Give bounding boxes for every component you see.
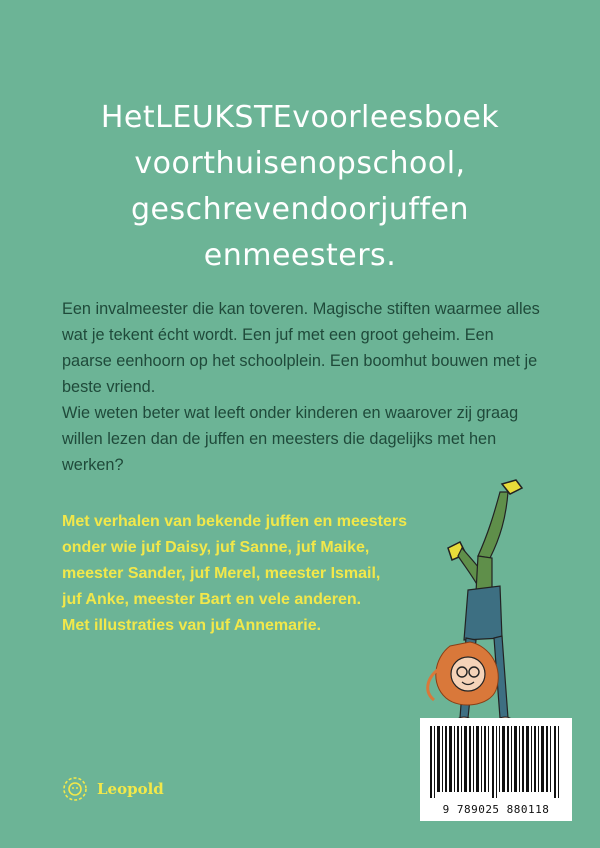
tagline-line: geschrevendoorjuffen: [130, 192, 470, 227]
authors-block: [62, 509, 462, 639]
lion-logo-icon: [62, 776, 88, 802]
barcode: [420, 718, 572, 821]
blurb-paragraph-1: Een invalmeester die kan toveren. Magische stiften waarmee alles wat je tekent écht wordt. Een juf met een groot geheim. Een paarse eenhoorn op het schoolplein. Een boomhut bouwen met je beste vriend.: [62, 300, 540, 396]
isbn-number: 9 789025 880118: [442, 803, 550, 816]
tagline-line: HetLEUKSTEvoorleesboek: [100, 100, 500, 135]
authors-line: meester Sander, juf Merel, meester Ismail,: [62, 565, 381, 582]
publisher-logo: [62, 776, 164, 802]
tagline: [60, 95, 540, 279]
handstand-girl-illustration: [420, 478, 530, 740]
authors-line: Met illustraties van juf Annemarie.: [62, 617, 322, 634]
tagline-line: voorthuisenopschool,: [134, 146, 466, 181]
blurb-paragraph-2: Wie weten beter wat leeft onder kinderen en waarover zij graag willen lezen dan de juffen en meesters die dagelijks met hen werken?: [62, 404, 519, 474]
authors-line: juf Anke, meester Bart en vele anderen.: [62, 591, 362, 608]
publisher-name: Leopold: [97, 780, 164, 798]
authors-line: onder wie juf Daisy, juf Sanne, juf Maike,: [62, 539, 370, 556]
authors-line: Met verhalen van bekende juffen en meesters: [62, 513, 408, 530]
tagline-line: enmeesters.: [203, 238, 397, 273]
barcode-bars: [428, 726, 564, 798]
